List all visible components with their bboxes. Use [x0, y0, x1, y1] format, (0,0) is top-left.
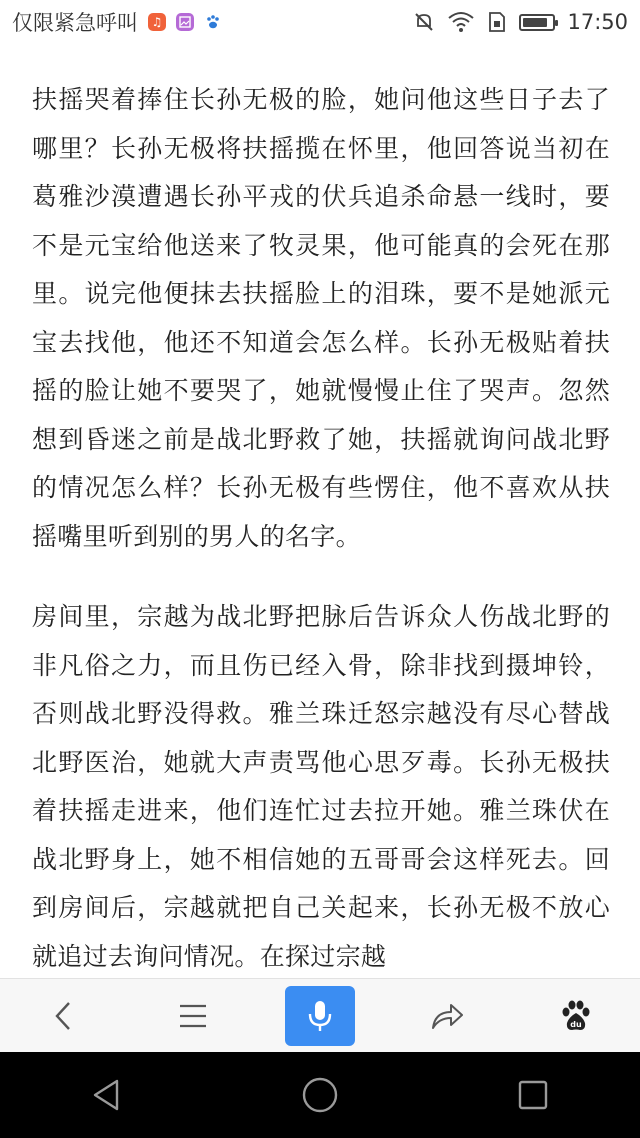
voice-search-button[interactable] [285, 986, 355, 1046]
browser-toolbar [0, 978, 640, 1053]
system-nav-bar [0, 1052, 640, 1138]
nav-recents-button[interactable] [493, 1065, 573, 1125]
baidu-paw-icon [204, 13, 222, 31]
gallery-app-icon [176, 13, 194, 31]
menu-button[interactable] [157, 985, 229, 1047]
article-content[interactable] [32, 76, 610, 976]
wifi-icon [447, 11, 475, 33]
svg-text:du: du [570, 1020, 582, 1029]
article-paragraph: 扶摇哭着捧住长孙无极的脸，她问他这些日子去了哪里？长孙无极将扶摇揽在怀里，他回答说当初在葛雅沙漠遭遇长孙平戎的伏兵追杀命悬一线时，要不是元宝给他送来了牧灵果，他可能真的会死在那里。说完他便抹去扶摇脸上的泪珠，要不是她派元宝去找他，他还不知道会怎么样。长孙无极贴着扶摇的脸让她不要哭了，她就慢慢止住了哭声。忽然想到昏迷之前是战北野救了她，扶摇就询问战北野的情况怎么样？长孙无极有些愣住，他不喜欢从扶摇嘴里听到别的男人的名字。 [32, 85, 610, 551]
article-paragraph: 房间里，宗越为战北野把脉后告诉众人伤战北野的非凡俗之力，而且伤已经入骨，除非找到摄坤铃，否则战北野没得救。雅兰珠迁怒宗越没有尽心替战北野医治，她就大声责骂他心思歹毒。长孙无极扶着扶摇走进来，他们连忙过去拉开她。雅兰珠伏在战北野身上，她不相信她的五哥哥会这样死去。回到房间后，宗越就把自己关起来，长孙无极不放心就追过去询问情况。在探过宗越 [32, 602, 610, 971]
nav-home-button[interactable] [280, 1065, 360, 1125]
music-app-icon: ♫ [148, 13, 166, 31]
baidu-home-icon [559, 999, 593, 1033]
share-button[interactable] [411, 985, 483, 1047]
sim-icon [487, 11, 507, 33]
status-bar [0, 0, 640, 44]
back-button[interactable] [28, 985, 100, 1047]
clock: 17:50 [567, 10, 628, 34]
home-circle-icon [300, 1075, 340, 1115]
nav-back-button[interactable] [67, 1065, 147, 1125]
carrier-text: 仅限紧急呼叫 [12, 11, 138, 35]
recents-square-icon [516, 1078, 550, 1112]
menu-icon [177, 1002, 209, 1030]
share-icon [429, 1000, 465, 1032]
back-triangle-icon [89, 1077, 125, 1113]
baidu-home-button[interactable] [540, 985, 612, 1047]
back-icon [49, 999, 79, 1033]
mute-icon [413, 11, 435, 33]
battery-icon [519, 14, 555, 31]
microphone-icon [306, 999, 334, 1033]
